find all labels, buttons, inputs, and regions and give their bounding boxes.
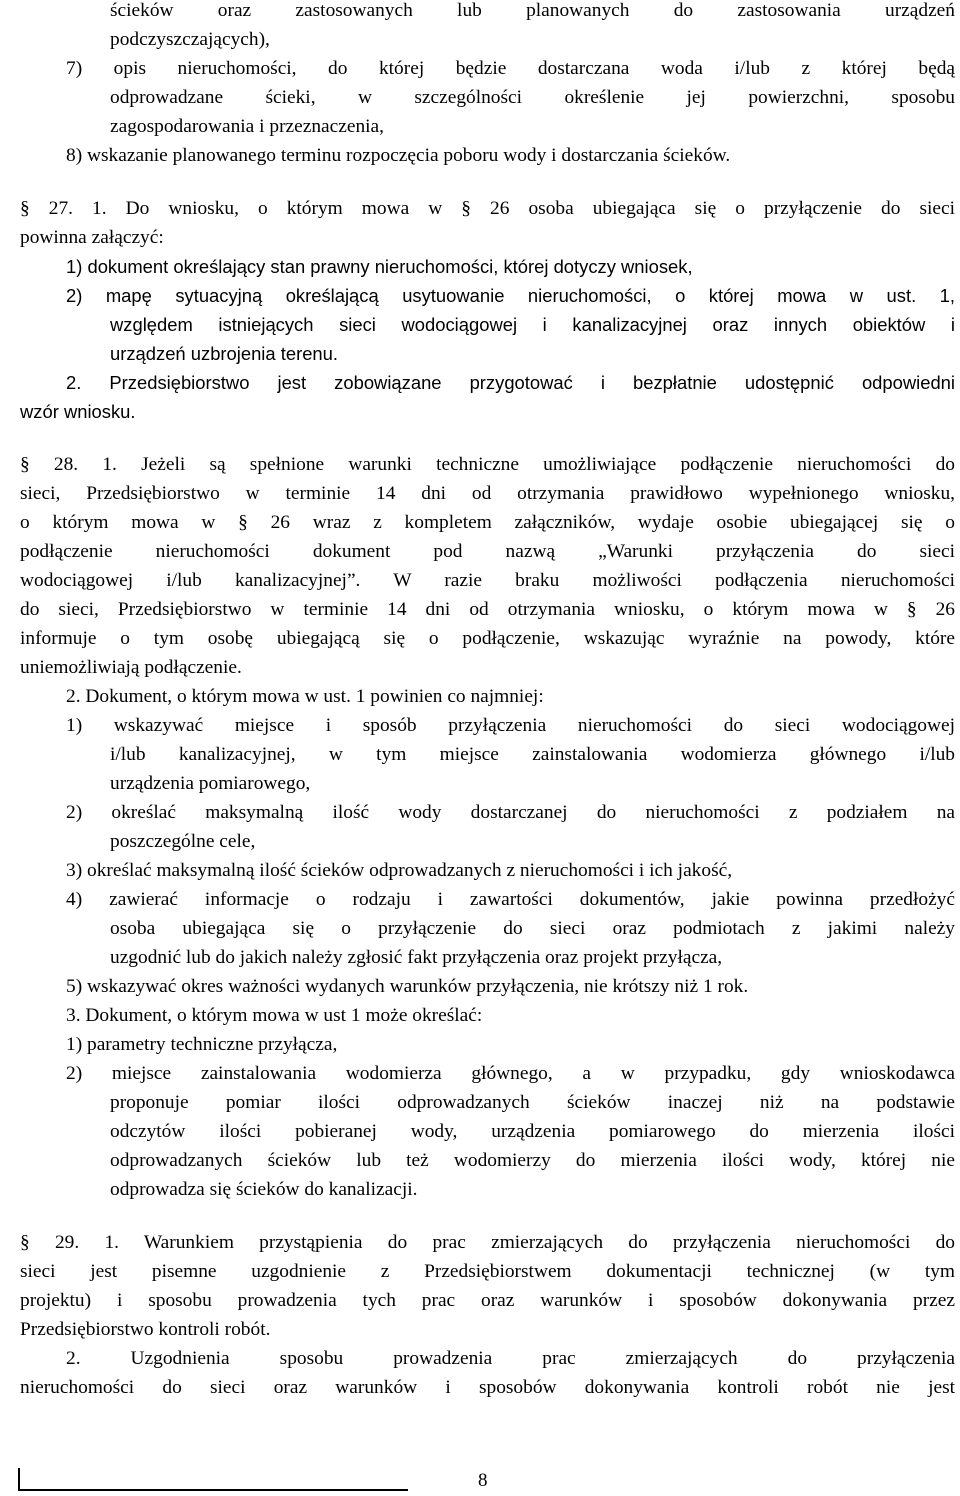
text-line: względem istniejących sieci wodociągowej i kanalizacyjnej oraz innych obiektów i (110, 314, 955, 335)
text-line: Przedsiębiorstwo kontroli robót. (20, 1319, 271, 1340)
text-line: wodociągowej i/lub kanalizacyjnej”. W razie braku możliwości podłączenia nieruchomości (20, 570, 955, 591)
text-line: wzór wniosku. (20, 401, 136, 422)
text-line: proponuje pomiar ilości odprowadzanych ścieków inaczej niż na podstawie (110, 1092, 955, 1113)
text-line: 2. Przedsiębiorstwo jest zobowiązane przygotować i bezpłatnie udostępnić odpowiedni (66, 372, 955, 393)
text-line: projektu) i sposobu prowadzenia tych prac oraz warunków i sposobów dokonywania przez (20, 1290, 955, 1311)
text-line: odprowadzanych ścieków lub też wodomierzy do mierzenia ilości wody, której nie (110, 1150, 955, 1171)
text-line: nieruchomości do sieci oraz warunków i sposobów dokonywania kontroli robót nie jest (20, 1377, 955, 1398)
text-line: 3. Dokument, o którym mowa w ust 1 może określać: (66, 1005, 483, 1026)
text-line: uniemożliwiają podłączenie. (20, 657, 242, 678)
text-line: podczyszczających), (110, 29, 270, 50)
list-item: 1) parametry techniczne przyłącza, (66, 1034, 338, 1055)
text-line: osoba ubiegająca się o przyłączenie do sieci oraz podmiotach z jakimi należy (110, 918, 955, 939)
text-line: zagospodarowania i przeznaczenia, (110, 116, 385, 137)
text-line: 2. Uzgodnienia sposobu prowadzenia prac zmierzających do przyłączenia (66, 1348, 955, 1369)
text-line: i/lub kanalizacyjnej, w tym miejsce zainstalowania wodomierza głównego i/lub (110, 744, 955, 765)
list-item: 8) wskazanie planowanego terminu rozpoczęcia poboru wody i dostarczania ścieków. (66, 145, 731, 166)
list-item: 1) wskazywać miejsce i sposób przyłączenia nieruchomości do sieci wodociągowej (66, 715, 955, 736)
list-item: 1) dokument określający stan prawny nieruchomości, której dotyczy wniosek, (66, 256, 693, 277)
text-line: powinna załączyć: (20, 227, 164, 248)
text-line: odczytów ilości pobieranej wody, urządzenia pomiarowego do mierzenia ilości (110, 1121, 955, 1142)
list-item: 5) wskazywać okres ważności wydanych warunków przyłączenia, nie krótszy niż 1 rok. (66, 976, 749, 997)
text-line: poszczególne cele, (110, 831, 256, 852)
paragraph-heading: § 29. 1. Warunkiem przystąpienia do prac zmierzających do przyłączenia nieruchomości do (20, 1232, 955, 1253)
list-item: 2) mapę sytuacyjną określającą usytuowanie nieruchomości, o której mowa w ust. 1, (66, 285, 955, 306)
text-line: sieci, Przedsiębiorstwo w terminie 14 dni od otrzymania prawidłowo wypełnionego wniosku, (20, 483, 955, 504)
text-line: urządzenia pomiarowego, (110, 773, 311, 794)
text-line: podłączenie nieruchomości dokument pod nazwą „Warunki przyłączenia do sieci (20, 541, 955, 562)
footer-marker (18, 1468, 20, 1490)
text-line: sieci jest pisemne uzgodnienie z Przedsiębiorstwem dokumentacji technicznej (w tym (20, 1261, 955, 1282)
text-line: o którym mowa w § 26 wraz z kompletem załączników, wydaje osobie ubiegającej się o (20, 512, 955, 533)
list-item: 2) określać maksymalną ilość wody dostarczanej do nieruchomości z podziałem na (66, 802, 955, 823)
text-line: do sieci, Przedsiębiorstwo w terminie 14 dni od otrzymania wniosku, o którym mowa w § 26 (20, 599, 955, 620)
text-line: ścieków oraz zastosowanych lub planowanych do zastosowania urządzeń (110, 0, 955, 21)
list-item: 4) zawierać informacje o rodzaju i zawartości dokumentów, jakie powinna przedłożyć (66, 889, 955, 910)
text-line: informuje o tym osobę ubiegającą się o podłączenie, wskazując wyraźnie na powody, które (20, 628, 955, 649)
page-number: 8 (478, 1470, 488, 1491)
text-line: odprowadzane ścieki, w szczególności określenie jej powierzchni, sposobu (110, 87, 955, 108)
list-item: 3) określać maksymalną ilość ścieków odprowadzanych z nieruchomości i ich jakość, (66, 860, 733, 881)
footer-rule (18, 1489, 408, 1491)
text-line: urządzeń uzbrojenia terenu. (110, 343, 338, 364)
text-line: uzgodnić lub do jakich należy zgłosić fakt przyłączenia oraz projekt przyłącza, (110, 947, 723, 968)
paragraph-heading: § 28. 1. Jeżeli są spełnione warunki techniczne umożliwiające podłączenie nieruchomości do (20, 454, 955, 475)
paragraph-heading: § 27. 1. Do wniosku, o którym mowa w § 26 osoba ubiegająca się o przyłączenie do sieci (20, 198, 955, 219)
text-line: odprowadza się ścieków do kanalizacji. (110, 1179, 418, 1200)
text-line: 2. Dokument, o którym mowa w ust. 1 powinien co najmniej: (66, 686, 544, 707)
list-item: 7) opis nieruchomości, do której będzie dostarczana woda i/lub z której będą (66, 58, 955, 79)
list-item: 2) miejsce zainstalowania wodomierza głównego, a w przypadku, gdy wnioskodawca (66, 1063, 955, 1084)
